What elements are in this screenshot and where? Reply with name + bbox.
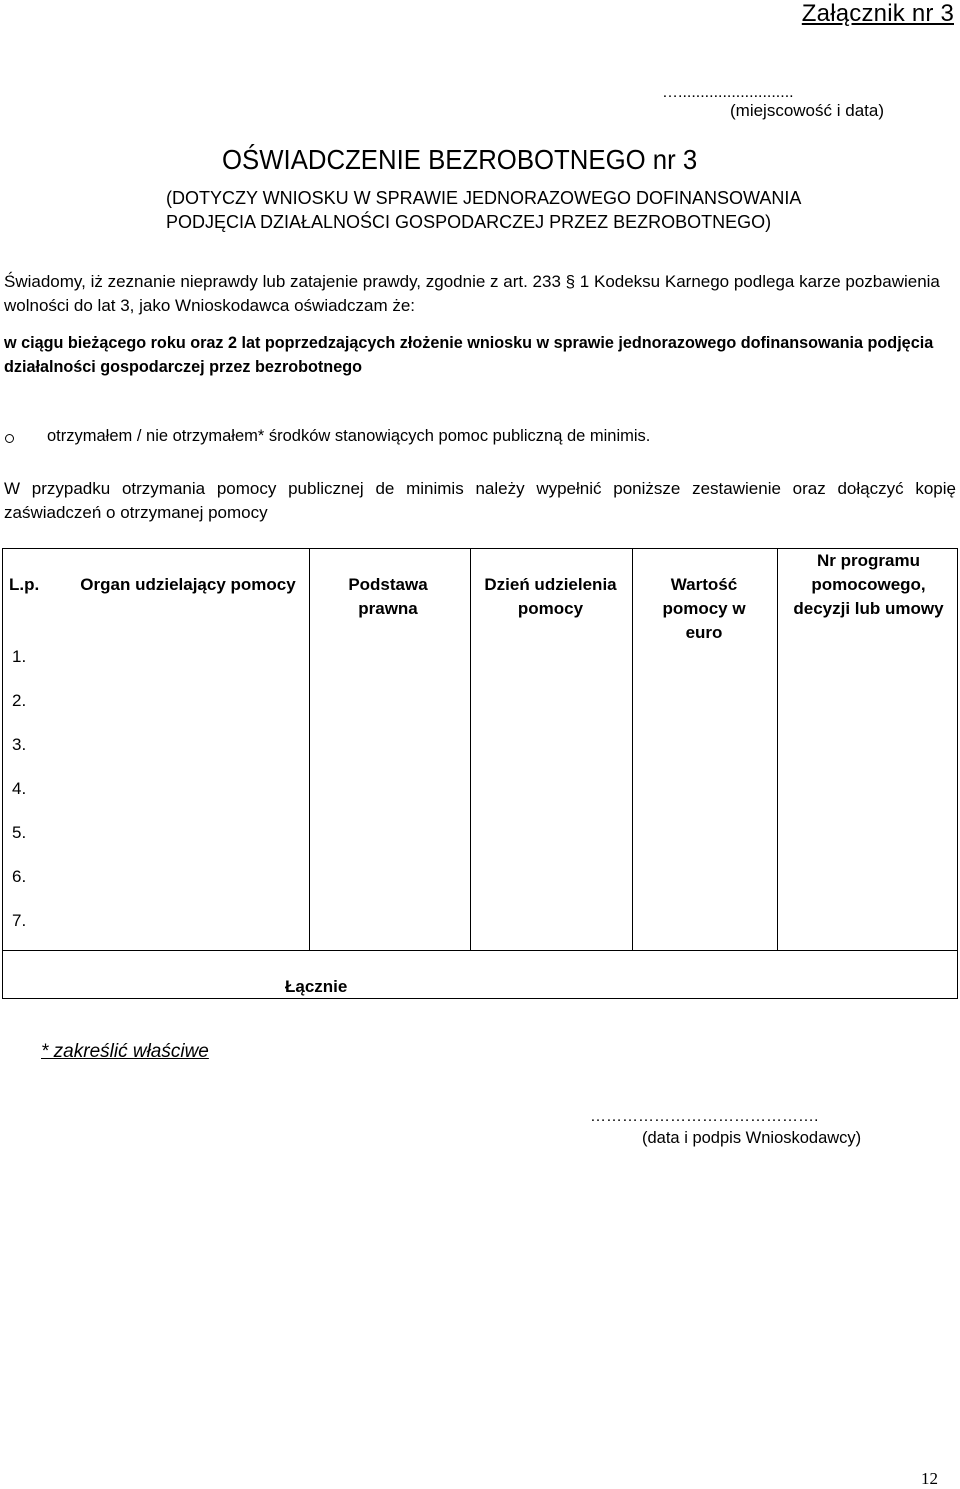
header-program: Nr programu pomocowego, decyzji lub umowy	[793, 551, 944, 618]
header-value: Wartość pomocy w euro	[662, 575, 746, 642]
column-divider	[309, 549, 310, 950]
row-number: 4.	[12, 779, 27, 798]
bullet-icon	[5, 434, 14, 443]
signature-dots: …………………………………….	[590, 1108, 819, 1125]
page-number: 12	[921, 1469, 938, 1488]
footnote: * zakreślić właściwe	[41, 1041, 209, 1062]
place-date-label: (miejscowość i data)	[730, 101, 884, 120]
period-paragraph: w ciągu bieżącego roku oraz 2 lat poprzedzających złożenie wniosku w sprawie jednorazowego dofinansowania podjęcia działalności gospodarczej przez bezrobotnego	[4, 334, 934, 376]
column-divider	[632, 549, 633, 950]
column-divider	[470, 549, 471, 950]
row-number: 7.	[12, 911, 27, 930]
subtitle-line-2: PODJĘCIA DZIAŁALNOŚCI GOSPODARCZEJ PRZEZ BEZROBOTNEGO)	[166, 212, 772, 232]
aid-table	[2, 548, 958, 999]
row-number: 5.	[12, 823, 27, 842]
row-number: 2.	[12, 691, 27, 710]
instructions-paragraph: W przypadku otrzymania pomocy publicznej de minimis należy wypełnić poniższe zestawienie oraz dołączyć kopię zaświadczeń o otrzymanej pomocy	[4, 479, 956, 522]
header-date: Dzień udzielenia pomocy	[484, 575, 617, 618]
document-title: OŚWIADCZENIE BEZROBOTNEGO nr 3	[222, 144, 698, 175]
total-label: Łącznie	[285, 977, 348, 996]
subtitle-line-1: (DOTYCZY WNIOSKU W SPRAWIE JEDNORAZOWEGO DOFINANSOWANIA	[166, 188, 802, 208]
header-organ: Organ udzielający pomocy	[80, 575, 296, 594]
declaration-paragraph: Świadomy, iż zeznanie nieprawdy lub zatajenie prawdy, zgodnie z art. 233 § 1 Kodeksu Karnego podlega karze pozbawienia wolności do lat 3, jako Wnioskodawca oświadczam że:	[4, 272, 940, 315]
row-number: 3.	[12, 735, 27, 754]
row-number: 1.	[12, 647, 27, 666]
header-basis: Podstawa prawna	[348, 575, 428, 618]
total-row-divider	[3, 950, 957, 951]
attachment-label: Załącznik nr 3	[801, 0, 954, 27]
column-divider	[777, 549, 778, 950]
header-lp: L.p.	[9, 575, 40, 594]
document-subtitle	[166, 186, 801, 234]
place-date-dots: …..........................	[662, 84, 794, 101]
aid-received-statement: otrzymałem / nie otrzymałem* środków stanowiących pomoc publiczną de minimis.	[47, 427, 651, 445]
row-number: 6.	[12, 867, 27, 886]
signature-label: (data i podpis Wnioskodawcy)	[642, 1129, 862, 1147]
